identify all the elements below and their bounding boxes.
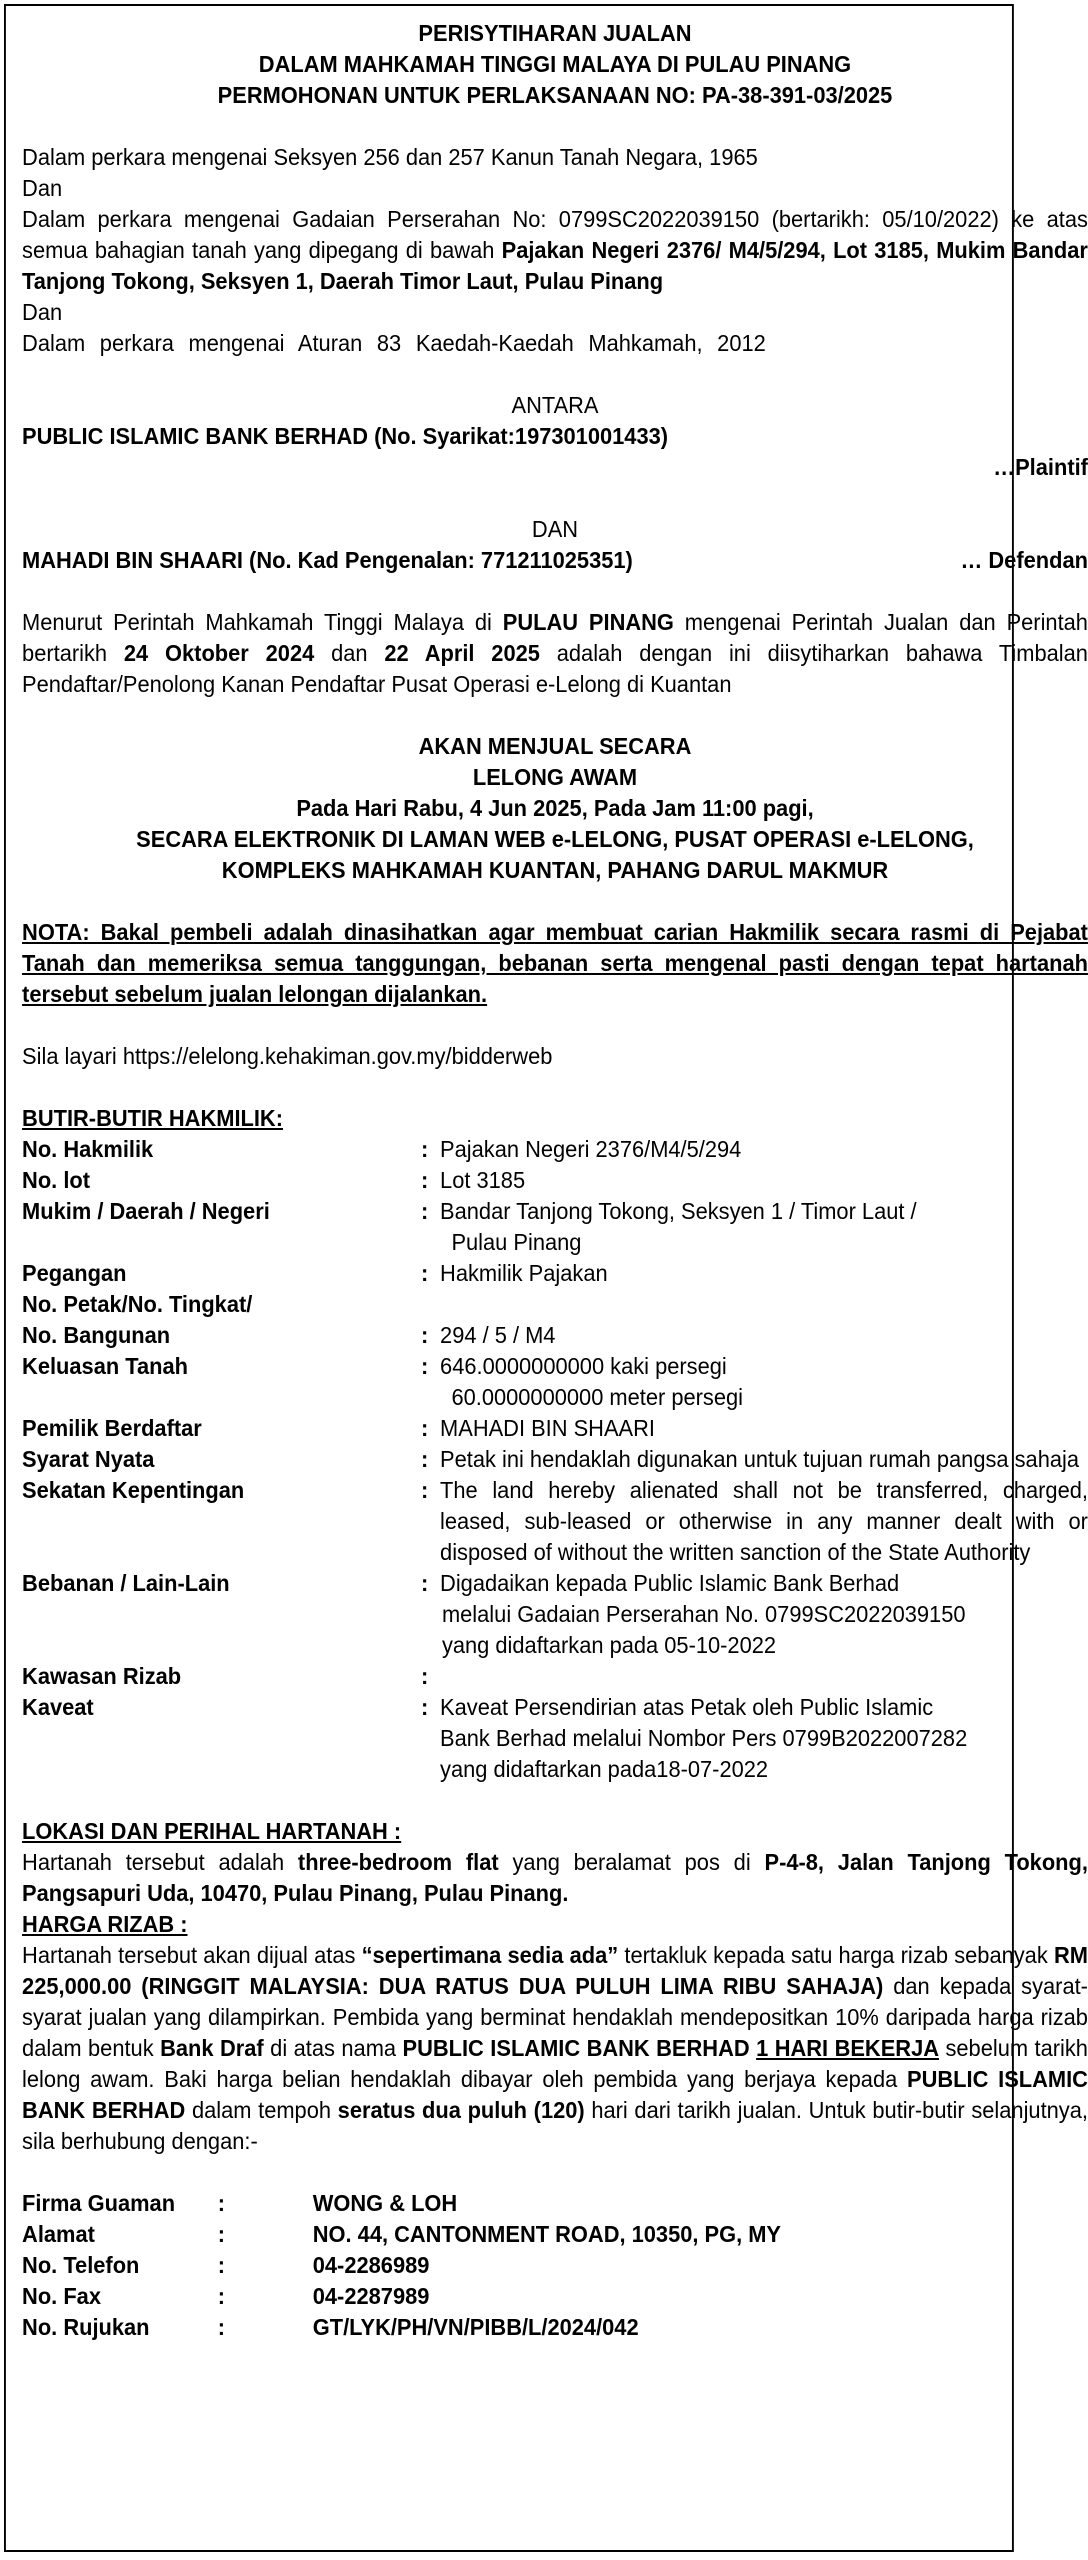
reserve-text-7: dalam tempoh xyxy=(185,2097,338,2123)
row-value-line: yang didaftarkan pada 05-10-2022 xyxy=(441,1632,777,1658)
order-text-3: dan xyxy=(314,640,385,666)
row-label: Kaveat xyxy=(22,1694,94,1720)
title-row: No. lot : Lot 3185 xyxy=(22,1165,1088,1196)
row-label: Sekatan Kepentingan xyxy=(22,1477,245,1503)
antara-label: ANTARA xyxy=(511,392,599,418)
matter-p2-bold: Pajakan Negeri 2376/ M4/5/294, Lot 3185, Mukim Bandar Tanjong Tokong, Seksyen 1, Daerah Timor Laut, Pulau Pinang xyxy=(22,237,1088,294)
row-label: Syarat Nyata xyxy=(22,1446,155,1472)
auction-block xyxy=(22,731,1088,886)
title-details-heading: BUTIR-BUTIR HAKMILIK: xyxy=(22,1105,284,1131)
order-bold-2: 24 Oktober 2024 xyxy=(123,640,315,666)
row-value: Hakmilik Pajakan xyxy=(440,1260,608,1286)
row-value-line: 60.0000000000 meter persegi xyxy=(451,1384,744,1410)
visit-website: Sila layari https://elelong.kehakiman.gov.my/bidderweb xyxy=(22,1043,553,1069)
notice-body xyxy=(22,18,1088,2343)
location-heading: LOKASI DAN PERIHAL HARTANAH : xyxy=(22,1818,402,1844)
location-bold-2: P-4-8, Jalan Tanjong Tokong, Pangsapuri Uda, 10470, Pulau Pinang, Pulau Pinang. xyxy=(22,1849,1088,1906)
reserve-heading: HARGA RIZAB : xyxy=(22,1911,188,1937)
reserve-bold-underline-5: 1 HARI BEKERJA xyxy=(756,2035,940,2061)
row-value-line: Bandar Tanjong Tokong, Seksyen 1 / Timor Laut / xyxy=(440,1198,917,1224)
location-paragraph xyxy=(22,1847,1088,1909)
auction-line-2: LELONG AWAM xyxy=(472,764,638,790)
auction-line-1: AKAN MENJUAL SECARA xyxy=(418,733,692,759)
header-line-1: PERISYTIHARAN JUALAN xyxy=(418,20,692,46)
reserve-bold-4: PUBLIC ISLAMIC BANK BERHAD xyxy=(402,2035,750,2061)
nota-paragraph: NOTA: Bakal pembeli adalah dinasihatkan agar membuat carian Hakmilik secara rasmi di Pejabat Tanah dan memeriksa semua tanggungan, bebanan serta mengenal pasti dengan tepat hartanah tersebut sebelum jualan lelongan dijalankan. xyxy=(22,919,1088,1007)
title-row: Syarat Nyata : Petak ini hendaklah digunakan untuk tujuan rumah pangsa sahaja xyxy=(22,1444,1088,1475)
location-text-1: Hartanah tersebut adalah xyxy=(22,1849,298,1875)
notice-header xyxy=(22,18,1088,111)
defendant-role: … Defendan xyxy=(960,547,1088,573)
firm-value: GT/LYK/PH/VN/PIBB/L/2024/042 xyxy=(312,2314,639,2340)
firm-label: No. Telefon xyxy=(22,2252,140,2278)
firm-value: 04-2286989 xyxy=(312,2252,430,2278)
firm-label: Alamat xyxy=(22,2221,95,2247)
defendant-name: MAHADI BIN SHAARI (No. Kad Pengenalan: 771211025351) xyxy=(22,547,633,573)
row-label: No. Hakmilik xyxy=(22,1136,154,1162)
matter-paragraph-3: Dalam perkara mengenai Aturan 83 Kaedah-Kaedah Mahkamah, 2012 xyxy=(22,330,766,356)
auction-line-3: Pada Hari Rabu, 4 Jun 2025, Pada Jam 11:00 pagi, xyxy=(296,795,814,821)
row-value xyxy=(440,1351,1088,1413)
row-value: 294 / 5 / M4 xyxy=(440,1322,556,1348)
location-text-2: yang beralamat pos di xyxy=(498,1849,765,1875)
row-value: Lot 3185 xyxy=(440,1167,526,1193)
row-label: No. lot xyxy=(22,1167,91,1193)
title-row: Kawasan Rizab : xyxy=(22,1661,1088,1692)
row-value: The land hereby alienated shall not be transferred, charged, leased, sub-leased or otherwise in any manner dealt with or disposed of without the written sanction of the State Authority xyxy=(440,1477,1088,1565)
order-text-4: adalah dengan ini diisytiharkan bahawa Timbalan Pendaftar/Penolong Kanan Pendaftar Pusat Operasi e-Lelong di Kuantan xyxy=(22,640,1088,697)
row-value: Petak ini hendaklah digunakan untuk tujuan rumah pangsa sahaja xyxy=(440,1446,1080,1472)
order-text-1: Menurut Perintah Mahkamah Tinggi Malaya di xyxy=(22,609,503,635)
order-bold-1: PULAU PINANG xyxy=(502,609,674,635)
row-value xyxy=(440,1196,1088,1258)
row-value-line: Pulau Pinang xyxy=(451,1229,582,1255)
reserve-text-8: hari dari tarikh jualan. Untuk butir-butir selanjutnya, sila berhubung dengan:- xyxy=(22,2097,1088,2154)
reserve-text-1: Hartanah tersebut akan dijual atas xyxy=(22,1942,362,1968)
reserve-text-4: di atas nama xyxy=(263,2035,403,2061)
defendant-row xyxy=(22,545,1088,576)
firm-label: No. Fax xyxy=(22,2283,101,2309)
row-value xyxy=(440,1568,1088,1661)
row-value-line: 646.0000000000 kaki persegi xyxy=(440,1353,727,1379)
firm-value: WONG & LOH xyxy=(312,2190,458,2216)
firm-row: No. Telefon : 04-2286989 xyxy=(22,2250,1088,2281)
row-value xyxy=(440,1661,1088,1692)
firm-table xyxy=(22,2188,1088,2343)
reserve-text-6: sebelum tarikh lelong awam. Baki harga belian hendaklah dibayar oleh pembida yang berjaya kepada xyxy=(22,2035,1088,2092)
title-row: Bebanan / Lain-Lain : Digadaikan kepada Public Islamic Bank Berhad melalui Gadaian Perserahan No. 0799SC2022039150 yang didaftarkan pada 05-10-2022 xyxy=(22,1568,1088,1661)
reserve-bold-3: Bank Draf xyxy=(160,2035,264,2061)
plaintiff-name: PUBLIC ISLAMIC BANK BERHAD (No. Syarikat:197301001433) xyxy=(22,423,669,449)
reserve-text-3: dan kepada syarat-syarat jualan yang dilampirkan. Pembida yang berminat hendaklah mendepositkan 10% daripada harga rizab dalam bentuk xyxy=(22,1973,1088,2061)
row-value-line: Bank Berhad melalui Nombor Pers 0799B2022007282 xyxy=(440,1725,968,1751)
title-row: Keluasan Tanah : 646.0000000000 kaki persegi 60.0000000000 meter persegi xyxy=(22,1351,1088,1413)
matter-paragraph-1: Dalam perkara mengenai Seksyen 256 dan 257 Kanun Tanah Negara, 1965 xyxy=(22,144,758,170)
firm-row: Alamat : NO. 44, CANTONMENT ROAD, 10350, PG, MY xyxy=(22,2219,1088,2250)
row-label: No. Petak/No. Tingkat/ xyxy=(22,1291,253,1317)
title-row: Pegangan : Hakmilik Pajakan xyxy=(22,1258,1088,1289)
row-value-line: yang didaftarkan pada18-07-2022 xyxy=(440,1756,769,1782)
title-row: Kaveat : Kaveat Persendirian atas Petak oleh Public Islamic Bank Berhad melalui Nombor Pers 0799B2022007282 yang didaftarkan pada18-07-2022 xyxy=(22,1692,1088,1785)
row-label: No. Bangunan xyxy=(22,1322,171,1348)
firm-value: 04-2287989 xyxy=(312,2283,430,2309)
title-row xyxy=(22,1289,1088,1320)
row-value xyxy=(440,1692,1088,1785)
reserve-bold-6: PUBLIC ISLAMIC BANK BERHAD xyxy=(22,2066,1088,2123)
location-bold-1: three-bedroom flat xyxy=(297,1849,499,1875)
firm-value: NO. 44, CANTONMENT ROAD, 10350, PG, MY xyxy=(312,2221,782,2247)
header-line-3: PERMOHONAN UNTUK PERLAKSANAAN NO: PA-38-391-03/2025 xyxy=(217,82,893,108)
reserve-paragraph xyxy=(22,1940,1088,2157)
plaintiff-role: …Plaintif xyxy=(993,454,1088,480)
dan-label: DAN xyxy=(531,516,579,542)
auction-line-5: KOMPLEKS MAHKAMAH KUANTAN, PAHANG DARUL MAKMUR xyxy=(221,857,889,883)
title-details-table xyxy=(22,1134,1088,1785)
reserve-bold-1: “sepertimana sedia ada” xyxy=(361,1942,619,1968)
row-value: Pajakan Negeri 2376/M4/5/294 xyxy=(440,1136,742,1162)
firm-row: No. Rujukan : GT/LYK/PH/VN/PIBB/L/2024/042 xyxy=(22,2312,1088,2343)
reserve-bold-2: RM 225,000.00 (RINGGIT MALAYSIA: DUA RATUS DUA PULUH LIMA RIBU SAHAJA) xyxy=(22,1942,1088,1999)
row-value: MAHADI BIN SHAARI xyxy=(440,1415,655,1441)
title-row: Mukim / Daerah / Negeri : Bandar Tanjong Tokong, Seksyen 1 / Timor Laut / Pulau Pinang xyxy=(22,1196,1088,1258)
row-label: Bebanan / Lain-Lain xyxy=(22,1570,230,1596)
row-value xyxy=(440,1289,1088,1320)
order-text-2: mengenai Perintah Jualan dan Perintah bertarikh xyxy=(22,609,1088,666)
row-label: Kawasan Rizab xyxy=(22,1663,182,1689)
order-bold-3: 22 April 2025 xyxy=(384,640,540,666)
firm-label: No. Rujukan xyxy=(22,2314,150,2340)
sale-notice xyxy=(4,4,1088,2552)
firm-label: Firma Guaman xyxy=(22,2190,176,2216)
matter-paragraph-2 xyxy=(22,204,1088,297)
firm-row: Firma Guaman : WONG & LOH xyxy=(22,2188,1088,2219)
row-value-line: Kaveat Persendirian atas Petak oleh Public Islamic xyxy=(440,1694,934,1720)
auction-line-4: SECARA ELEKTRONIK DI LAMAN WEB e-LELONG, PUSAT OPERASI e-LELONG, xyxy=(136,826,974,852)
matter-dan-1: Dan xyxy=(22,175,63,201)
reserve-bold-7: seratus dua puluh (120) xyxy=(337,2097,585,2123)
matter-p2-text: Dalam perkara mengenai Gadaian Perserahan No: 0799SC2022039150 (bertarikh: 05/10/2022) ke atas semua bahagian tanah yang dipegang di bawah xyxy=(22,206,1088,263)
title-row: Sekatan Kepentingan : The land hereby alienated shall not be transferred, charged, leased, sub-leased or otherwise in any manner dealt with or disposed of without the written sanction of the State Authority xyxy=(22,1475,1088,1568)
firm-row: No. Fax : 04-2287989 xyxy=(22,2281,1088,2312)
row-value-line: melalui Gadaian Perserahan No. 0799SC2022039150 xyxy=(441,1601,966,1627)
title-row: No. Bangunan : 294 / 5 / M4 xyxy=(22,1320,1088,1351)
row-label: Keluasan Tanah xyxy=(22,1353,189,1379)
reserve-text-2: tertakluk kepada satu harga rizab sebanyak xyxy=(618,1942,1054,1968)
header-line-2: DALAM MAHKAMAH TINGGI MALAYA DI PULAU PINANG xyxy=(258,51,852,77)
row-label: Mukim / Daerah / Negeri xyxy=(22,1198,270,1224)
row-label: Pegangan xyxy=(22,1260,127,1286)
row-value-line: Digadaikan kepada Public Islamic Bank Berhad xyxy=(440,1570,900,1596)
order-paragraph xyxy=(22,607,1088,700)
row-label: Pemilik Berdaftar xyxy=(22,1415,202,1441)
title-row: Pemilik Berdaftar : MAHADI BIN SHAARI xyxy=(22,1413,1088,1444)
matter-dan-2: Dan xyxy=(22,299,63,325)
title-row: No. Hakmilik : Pajakan Negeri 2376/M4/5/294 xyxy=(22,1134,1088,1165)
